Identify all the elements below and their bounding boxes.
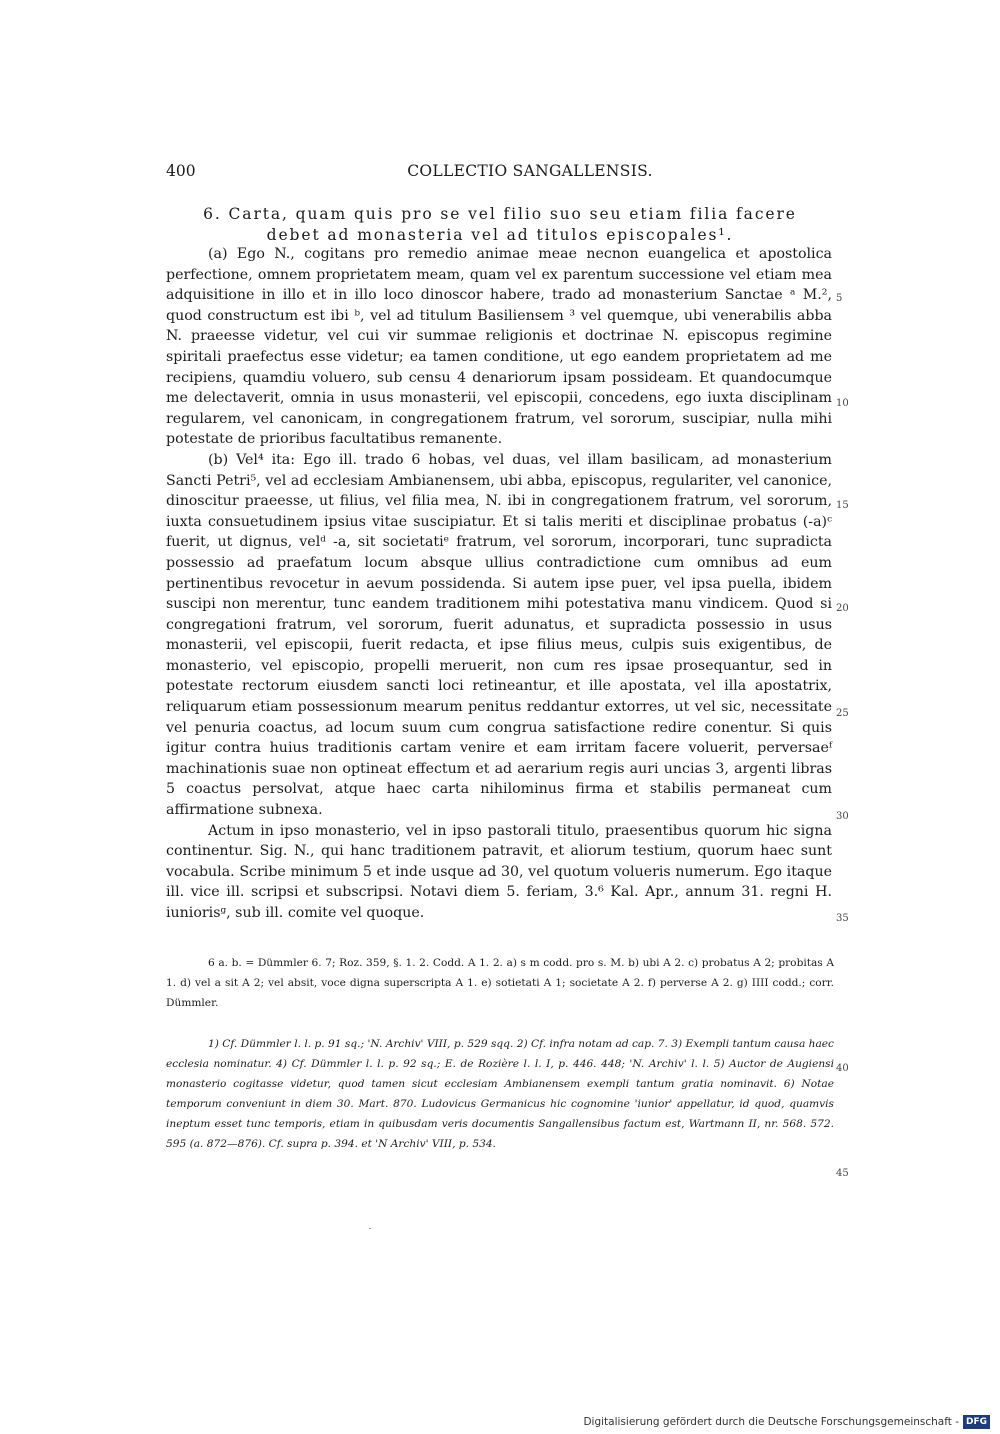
paragraph-a: (a) Ego N., cogitans pro remedio animae meae necnon euangelica et apostolica perfectione, omnem proprietatem meam, quam vel ex parentum successione vel etiam mea adquisitione in illo et in illo loco dinoscor habere, trado ad monasterium Sanctae ᵃ M.², quod constructum est ibi ᵇ, vel ad titulum Basiliensem ³ vel quemque, ubi venerabilis abba N. praeesse videtur, vel cui vir summae religionis et doctrinae N. episcopus regimine spiritali praefectus esse videtur; ea tamen conditione, ut ego eandem proprietatem ad me recipiens, quamdiu voluero, sub censu 4 denariorum ipsam possideam. Et quandocumque me delectaverit, omnia in usus monasterii, vel episcopii, concedens, ego iuxta disciplinam regularem, vel canonicam, in congregationem fratrum, vel sororum, suscipiar, nulla mihi potestate de prioribus facultatibus remanente. — [166, 246, 832, 448]
paragraph-b: (b) Vel⁴ ita: Ego ill. trado 6 hobas, vel duas, vel illam basilicam, ad monasterium Sancti Petri⁵, vel ad ecclesiam Ambianensem, ubi abba, episcopus, regulariter, vel canonice, dinoscitur praeesse, ut filius, vel filia mea, N. ibi in congregationem fratrum, vel sororum, iuxta consuetudinem ipsius vitae suscipiatur. Et si talis meriti et disciplinae probatus (-a)ᶜ fuerit, ut dignus, velᵈ -a, sit societatiᵉ fratrum, vel sororum, incorporari, tunc supradicta possessio ad praefatum locum absque ullius contradictione cum omnibus ad eum pertinentibus revocetur in aevum possidenda. Si autem ipse puer, vel ipsa puella, ibidem suscipi non merentur, tunc eandem traditionem mihi potestativa manu vindicem. Quod si congregationi fratrum, vel sororum, fuerit adunatus, et supradicta possessio in usus monasterii, vel episcopii, fuerit redacta, et ipse filius meus, culpis suis exigentibus, de monasterio, vel episcopio, propelli meruerit, non cum res ipsae prosequantur, sed in potestate rectorum eiusdem sancti loci retineantur, et ille apostata, vel illa apostatrix, reliquarum etiam possessionum mearum penitus reddantur extorres, ut vel sic, necessitate vel penuria coactus, ad locum suum cum congrua satisfactione redire conentur. Si quis igitur contra huius traditionis cartam venire et eam irritam facere voluerit, perversaeᶠ machinationis suae non optineat effectum et ad aerarium regis auri uncias 3, argenti libras 5 coactus persolvat, atque haec carta nihilominus firma et stabilis permaneat cum affirmatione subnexa. — [166, 451, 832, 819]
line-number: 30 — [836, 811, 849, 822]
line-number: 35 — [836, 913, 849, 924]
line-number: 25 — [836, 708, 849, 719]
line-number: 5 — [836, 293, 843, 304]
line-number: 45 — [836, 1168, 849, 1179]
critical-apparatus — [166, 953, 834, 1013]
running-title: COLLECTIO SANGALLENSIS. — [407, 162, 653, 180]
line-number: 20 — [836, 603, 849, 614]
running-header — [166, 162, 834, 184]
line-number: 10 — [836, 398, 849, 409]
digitization-credit — [583, 1415, 990, 1429]
line-number: 40 — [836, 1063, 849, 1074]
main-text — [166, 244, 832, 924]
credit-text: Digitalisierung gefördert durch die Deutsche Forschungsgemeinschaft - — [583, 1416, 959, 1428]
scan-speck — [369, 1228, 371, 1229]
apparatus-text: 6 a. b. = Dümmler 6. 7; Roz. 359, §. 1. 2. Codd. A 1. 2. a) s m codd. pro s. M. b) ubi A 2. c) probatus A 2; probitas A 1. d) vel a sit A 2; vel absit, voce digna superscripta A 1. e) sotietati A 1; societate A 2. f) perverse A 2. g) IIII codd.; corr. Dümmler. — [166, 957, 834, 1009]
paragraph-actum: Actum in ipso monasterio, vel in ipso pastorali titulo, praesentibus quorum hic signa continentur. Sig. N., qui hanc traditionem patravit, et aliorum testium, quorum haec sunt vocabula. Scribe minimum 5 et inde usque ad 30, vel quotum volueris numerum. Ego itaque ill. vice ill. scripsi et subscripsi. Notavi diem 5. feriam, 3.⁶ Kal. Apr., annum 31. regni H. iuniorisᵍ, sub ill. comite vel quoque. — [166, 822, 832, 921]
document-title: 6. Carta, quam quis pro se vel filio suo seu etiam filia facere debet ad monasteria vel ad titulos episcopales¹. — [203, 205, 797, 244]
dfg-logo[interactable]: DFG — [963, 1415, 990, 1429]
line-number: 15 — [836, 500, 849, 511]
footnotes-text: 1) Cf. Dümmler l. l. p. 91 sq.; 'N. Archiv' VIII, p. 529 sqq. 2) Cf. infra notam ad cap. 7. 3) Exempli tantum causa haec ecclesia nominatur. 4) Cf. Dümmler l. l. p. 92 sq.; E. de Rozière l. l. I, p. 446. 448; 'N. Archiv' l. l. 5) Auctor de Augiensi monasterio cogitasse videtur, quod tamen sicut ecclesiam Ambianensem exempli tantum gratia nominavit. 6) Notae temporum conveniunt in diem 30. Mart. 870. Ludovicus Germanicus hic cognomine 'iunior' appellatur, id quod, quamvis ineptum esset tunc temporis, etiam in quibusdam veris documentis Sangallensibus factum est, Wartmann II, nr. 568. 572. 595 (a. 872—876). Cf. supra p. 394. et 'N Archiv' VIII, p. 534. — [166, 1038, 834, 1150]
footnotes — [166, 1034, 834, 1154]
page-number: 400 — [166, 162, 196, 180]
